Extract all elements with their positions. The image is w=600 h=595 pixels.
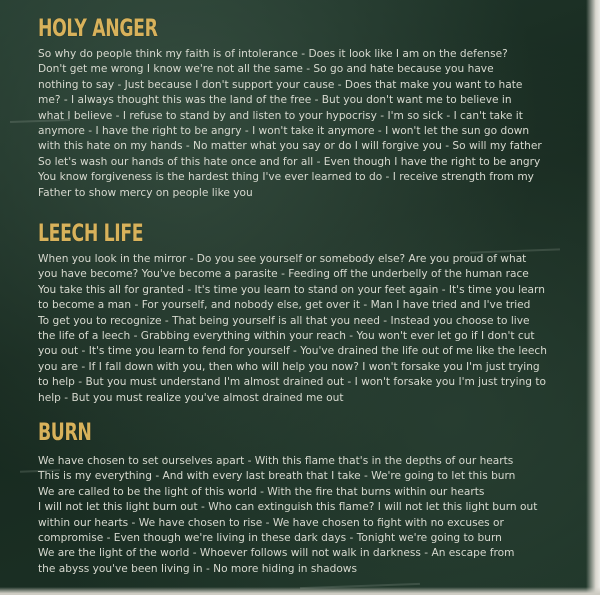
song-title: LEECH LIFE — [38, 219, 144, 247]
lyric-line: what I believe - I refuse to stand by and listen to your hypocrisy - I'm so sick - I can't take it — [38, 109, 523, 122]
lyric-line: So let's wash our hands of this hate once and for all - Even though I have the right to be angry — [38, 155, 541, 168]
lyric-line: We are the light of the world - Whoever follows will not walk in darkness - An escape from — [38, 547, 515, 560]
lyric-line: the abyss you've been living in - No more hiding in shadows — [38, 562, 357, 575]
lyric-line: compromise - Even though we're living in these dark days - Tonight we're going to burn — [38, 532, 502, 545]
song-title: HOLY ANGER — [38, 14, 158, 42]
lyric-line: Father to show mercy on people like you — [38, 186, 253, 199]
lyric-line: to become a man - For yourself, and nobody else, get over it - Man I have tried and I've tried — [38, 299, 531, 312]
lyric-line: with this hate on my hands - No matter what you say or do I will forgive you - So will my father — [38, 140, 542, 153]
lyric-line: anymore - I have the right to be angry - I won't take it anymore - I won't let the sun go down — [38, 125, 530, 138]
lyric-line: the life of a leech - Grabbing everything within your reach - You won't ever let go if I don't cut — [38, 330, 535, 343]
lyric-line: Don't get me wrong I know we're not all the same - So go and hate because you have — [38, 63, 494, 76]
lyric-line: me? - I always thought this was the land of the free - But you don't want me to believe in — [38, 94, 512, 107]
lyric-line: You know forgiveness is the hardest thing I've ever learned to do - I receive strength from my — [38, 171, 534, 184]
song-title: BURN — [38, 418, 92, 446]
lyric-line: I will not let this light burn out - Who can extinguish this flame? I will not let this light burn out — [38, 501, 538, 514]
song-lyrics — [38, 252, 584, 406]
lyric-line: This is my everything - And with every last breath that I take - We're going to let this burn — [38, 470, 516, 483]
lyric-line: you out - It's time you learn to fend for yourself - You've drained the life out of me like the leech — [38, 345, 547, 358]
lyric-line: You take this all for granted - It's time you learn to stand on your feet again - It's time you learn — [38, 283, 545, 296]
lyric-line: So why do people think my faith is of intolerance - Does it look like I am on the defense? — [38, 48, 508, 60]
lyric-line: to help - But you must understand I'm almost drained out - I won't forsake you I'm just trying to — [38, 376, 547, 389]
song-section-burn — [38, 418, 584, 577]
song-section-leech-life — [38, 219, 584, 406]
lyric-line: within our hearts - We have chosen to rise - We have chosen to fight with no excuses or — [38, 516, 504, 529]
song-lyrics — [38, 454, 584, 577]
lyric-line: you are - If I fall down with you, then who will help you now? I won't forsake you I'm just trying — [38, 360, 540, 373]
song-section-holy-anger — [38, 14, 584, 201]
lyric-line: We have chosen to set ourselves apart - With this flame that's in the depths of our hearts — [38, 455, 514, 467]
lyric-line: To get you to recognize - That being yourself is all that you need - Instead you choose to live — [38, 314, 530, 327]
lyric-line: When you look in the mirror - Do you see yourself or somebody else? Are you proud of what — [38, 253, 527, 265]
song-lyrics — [38, 47, 584, 201]
page-edge-right — [586, 0, 600, 595]
lyric-line: you have become? You've become a parasite - Feeding off the underbelly of the human race — [38, 268, 529, 281]
lyric-line: We are called to be the light of this world - With the fire that burns within our hearts — [38, 485, 485, 498]
page-edge-bottom — [0, 587, 600, 595]
lyric-line: nothing to say - Just because I don't support your cause - Does that make you want to hate — [38, 78, 523, 91]
lyric-line: help - But you must realize you've almost drained me out — [38, 391, 344, 404]
